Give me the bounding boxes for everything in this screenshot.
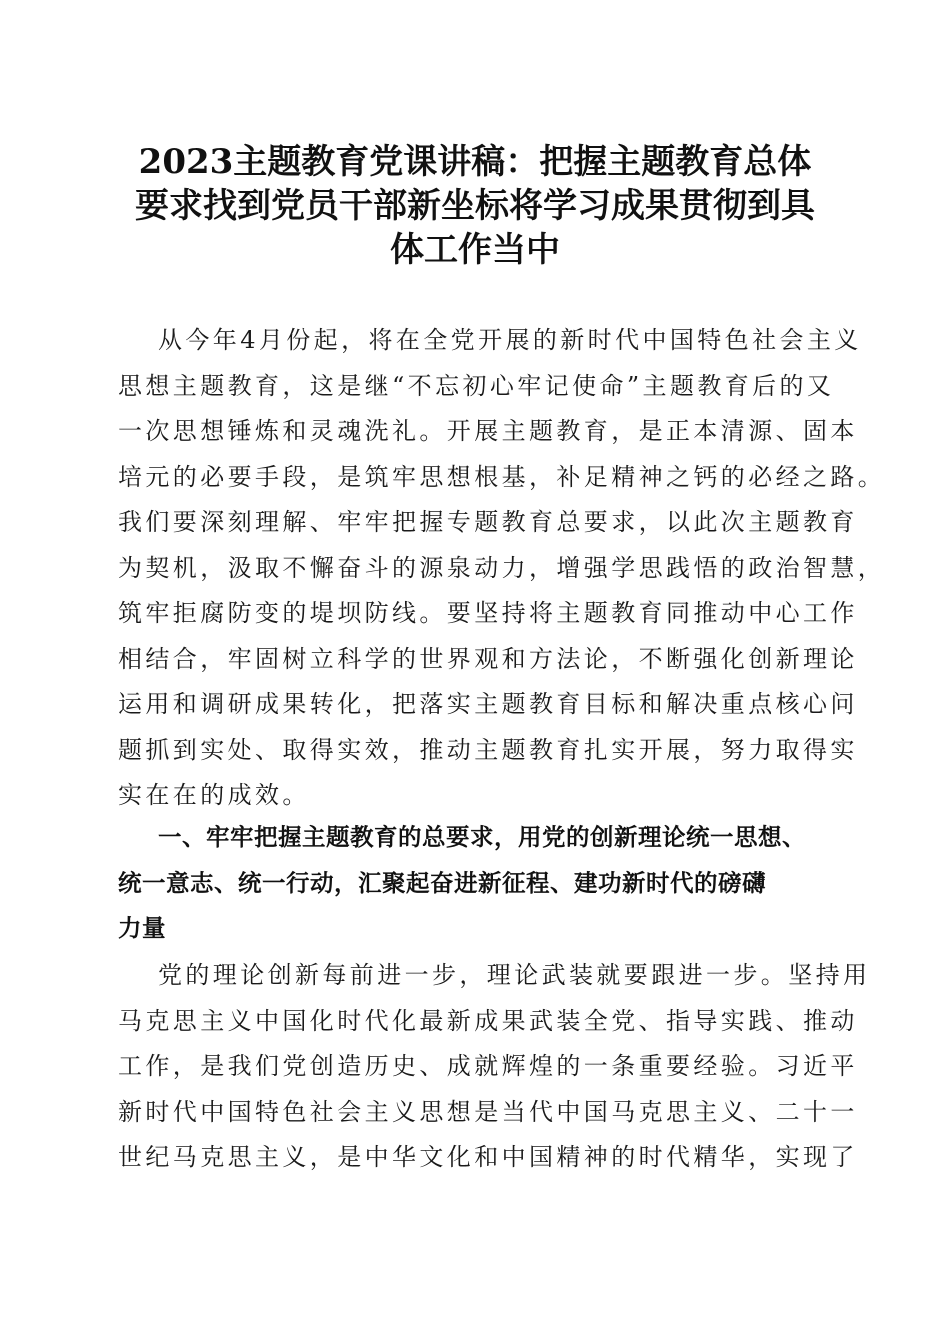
paragraph-line: 工作，是我们党创造历史、成就辉煌的一条重要经验。习近平	[118, 1052, 858, 1080]
paragraph-line: 党的理论创新每前进一步，理论武装就要跟进一步。坚持用	[158, 961, 871, 989]
title-line: 要求找到党员干部新坐标将学习成果贯彻到具	[135, 186, 815, 226]
paragraph-line: 思想主题教育，这是继“不忘初心牢记使命”主题教育后的又	[118, 371, 835, 400]
paragraph-line: 世纪马克思主义，是中华文化和中国精神的时代精华，实现了	[118, 1143, 858, 1171]
paragraph-line: 实在在的成效。	[118, 781, 310, 809]
paragraph-line: 培元的必要手段，是筑牢思想根基，补足精神之钙的必经之路。	[118, 462, 886, 491]
paragraph-line: 从今年4月份起，将在全党开展的新时代中国特色社会主义	[158, 326, 862, 354]
paragraph-line: 筑牢拒腐防变的堤坝防线。要坚持将主题教育同推动中心工作	[118, 599, 858, 627]
title-line: 2023主题教育党课讲稿：把握主题教育总体	[138, 142, 812, 182]
paragraph-line: 马克思主义中国化时代化最新成果武装全党、指导实践、推动	[118, 1006, 858, 1035]
section-heading-1	[118, 815, 848, 952]
paragraph-line: 题抓到实处、取得实效，推动主题教育扎实开展，努力取得实	[118, 735, 858, 764]
paragraph-line: 新时代中国特色社会主义思想是当代中国马克思主义、二十一	[118, 1097, 858, 1126]
paragraph-line: 我们要深刻理解、牢牢把握专题教育总要求，以此次主题教育	[118, 508, 858, 536]
heading-line: 力量	[118, 914, 166, 942]
paragraph-line: 一次思想锤炼和灵魂洗礼。开展主题教育，是正本清源、固本	[118, 417, 858, 445]
paragraph-section-1	[118, 953, 871, 1181]
document-title	[110, 140, 840, 272]
heading-line: 统一意志、统一行动，汇聚起奋进新征程、建功新时代的磅礴	[118, 868, 766, 897]
paragraph-line: 运用和调研成果转化，把落实主题教育目标和解决重点核心问	[118, 690, 858, 718]
heading-line: 一、牢牢把握主题教育的总要求，用党的创新理论统一思想、	[158, 823, 806, 851]
paragraph-line: 为契机，汲取不懈奋斗的源泉动力，增强学思践悟的政治智慧，	[118, 553, 886, 582]
paragraph-line: 相结合，牢固树立科学的世界观和方法论，不断强化创新理论	[118, 644, 858, 673]
paragraph-intro	[118, 318, 886, 819]
title-line: 体工作当中	[390, 230, 560, 270]
